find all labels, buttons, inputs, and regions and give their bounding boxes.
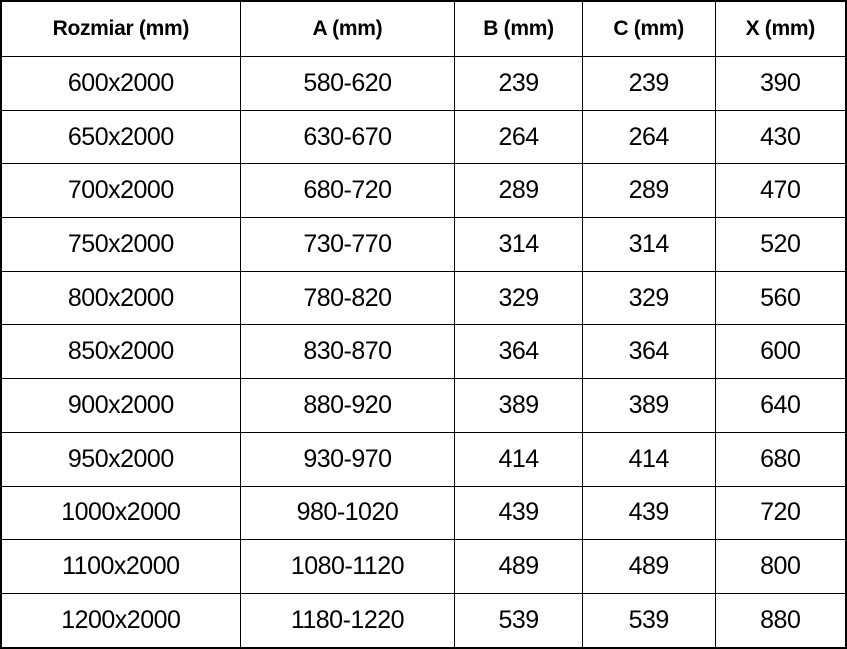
cell-rozmiar: 850x2000 [1, 325, 240, 379]
cell-x: 640 [715, 379, 846, 433]
cell-x: 800 [715, 540, 846, 594]
cell-a: 1080-1120 [240, 540, 455, 594]
table-row [1, 593, 846, 648]
cell-b: 289 [455, 164, 583, 218]
cell-rozmiar: 1100x2000 [1, 540, 240, 594]
table-body [1, 57, 846, 649]
cell-b: 389 [455, 379, 583, 433]
cell-b: 489 [455, 540, 583, 594]
cell-a: 930-970 [240, 432, 455, 486]
cell-c: 389 [582, 379, 715, 433]
table-row [1, 486, 846, 540]
table-row [1, 164, 846, 218]
cell-a: 680-720 [240, 164, 455, 218]
table-row [1, 432, 846, 486]
table-row [1, 271, 846, 325]
cell-c: 539 [582, 593, 715, 648]
cell-a: 830-870 [240, 325, 455, 379]
cell-x: 520 [715, 218, 846, 272]
column-header-rozmiar: Rozmiar (mm) [1, 1, 240, 57]
table-row [1, 57, 846, 111]
cell-b: 439 [455, 486, 583, 540]
table-header [1, 1, 846, 57]
cell-rozmiar: 700x2000 [1, 164, 240, 218]
cell-a: 980-1020 [240, 486, 455, 540]
cell-rozmiar: 800x2000 [1, 271, 240, 325]
cell-x: 880 [715, 593, 846, 648]
cell-a: 580-620 [240, 57, 455, 111]
cell-b: 264 [455, 110, 583, 164]
column-header-a: A (mm) [240, 1, 455, 57]
cell-rozmiar: 1200x2000 [1, 593, 240, 648]
cell-c: 439 [582, 486, 715, 540]
cell-rozmiar: 1000x2000 [1, 486, 240, 540]
cell-a: 730-770 [240, 218, 455, 272]
cell-x: 390 [715, 57, 846, 111]
cell-b: 314 [455, 218, 583, 272]
cell-a: 630-670 [240, 110, 455, 164]
cell-b: 329 [455, 271, 583, 325]
column-header-c: C (mm) [582, 1, 715, 57]
table-row [1, 218, 846, 272]
cell-x: 720 [715, 486, 846, 540]
cell-b: 364 [455, 325, 583, 379]
cell-x: 600 [715, 325, 846, 379]
cell-rozmiar: 750x2000 [1, 218, 240, 272]
cell-c: 489 [582, 540, 715, 594]
column-header-b: B (mm) [455, 1, 583, 57]
table-row [1, 540, 846, 594]
cell-c: 329 [582, 271, 715, 325]
cell-rozmiar: 650x2000 [1, 110, 240, 164]
cell-rozmiar: 950x2000 [1, 432, 240, 486]
table-row [1, 110, 846, 164]
header-row [1, 1, 846, 57]
column-header-x: X (mm) [715, 1, 846, 57]
cell-rozmiar: 600x2000 [1, 57, 240, 111]
cell-rozmiar: 900x2000 [1, 379, 240, 433]
table-row [1, 379, 846, 433]
cell-a: 780-820 [240, 271, 455, 325]
cell-x: 470 [715, 164, 846, 218]
cell-c: 264 [582, 110, 715, 164]
cell-x: 680 [715, 432, 846, 486]
cell-x: 430 [715, 110, 846, 164]
cell-a: 880-920 [240, 379, 455, 433]
cell-c: 289 [582, 164, 715, 218]
table-row [1, 325, 846, 379]
cell-b: 539 [455, 593, 583, 648]
cell-a: 1180-1220 [240, 593, 455, 648]
cell-c: 239 [582, 57, 715, 111]
cell-c: 314 [582, 218, 715, 272]
cell-b: 239 [455, 57, 583, 111]
cell-x: 560 [715, 271, 846, 325]
cell-b: 414 [455, 432, 583, 486]
cell-c: 414 [582, 432, 715, 486]
cell-c: 364 [582, 325, 715, 379]
